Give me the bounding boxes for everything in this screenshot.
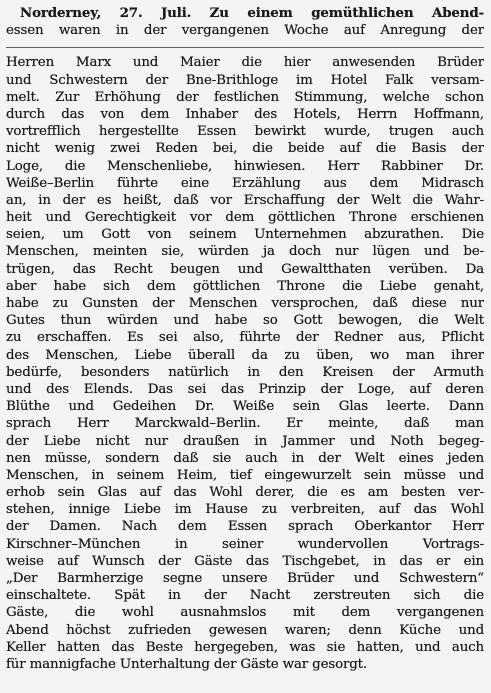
- body-line: Herren Marx und Maier die hier anwesenden Brüder: [6, 55, 484, 71]
- body-line: heit und Gerechtigkeit vor dem göttlichen Throne erschienen: [6, 210, 484, 226]
- body-line: Abend höchst zufrieden gewesen waren; denn Küche und: [6, 622, 484, 638]
- body-line: an, in der es heißt, daß vor Erschaffung der Welt die Wahr-: [6, 192, 484, 208]
- body-line: Weiße–Berlin führte eine Erzählung aus dem Midrasch: [6, 175, 484, 191]
- body-line: Blüthe und Gedeihen Dr. Weiße sein Glas leerte. Dann: [6, 399, 484, 415]
- body-line: stehen, innige Liebe im Hause zu verbreiten, auf das Wohl: [6, 502, 484, 518]
- body-line: der Damen. Nach dem Essen sprach Oberkantor Herr: [6, 519, 484, 535]
- body-line: durch das von dem Inhaber des Hotels, Herrn Hoffmann,: [6, 106, 484, 122]
- body-line: Menschen, in seinem Heim, tief eingewurzelt sein müsse und: [6, 467, 484, 483]
- body-line: „Der Barmherzige segne unsere Brüder und Schwestern“: [6, 571, 484, 586]
- body-line: Loge, die Menschenliebe, hinwiesen. Herr Rabbiner Dr.: [6, 158, 484, 174]
- body-line: melt. Zur Erhöhung der festlichen Stimmung, welche schon: [6, 89, 484, 105]
- heading-rule: [6, 47, 484, 48]
- body-line: seien, um Gott von seinem Unternehmen abzurathen. Die: [6, 227, 484, 243]
- body-line: Kirschner–München in seiner wundervollen Vortrags-: [6, 536, 484, 552]
- body-line: zu erschaffen. Es sei also, führte der Redner aus, Pflicht: [6, 330, 484, 346]
- body-line: erhob sein Glas auf das Wohl derer, die es am besten ver-: [6, 485, 484, 501]
- body-line: nicht wenig zwei Reden bei, die beide auf die Basis der: [6, 141, 484, 157]
- body-line: vortrefflich hergestellte Essen bewirkt wurde, trugen auch: [6, 124, 484, 140]
- body-line: Keller hatten das Beste hergegeben, was sie hatten, und auch: [6, 639, 484, 655]
- body-line: des Menschen, Liebe überall da zu üben, wo man ihrer: [6, 347, 484, 363]
- body-line: Menschen, meinten sie, würden ja doch nur lügen und be-: [6, 244, 484, 260]
- body-line: und Schwestern der Bne-Brithloge im Hotel Falk versam-: [6, 72, 484, 88]
- body-line: der Liebe nicht nur draußen in Jammer und Noth begeg-: [6, 433, 484, 449]
- body-line: bedürfe, besonders natürlich in den Kreisen der Armuth: [6, 364, 484, 380]
- body-line: habe zu Gunsten der Menschen versprochen, daß diese nur: [6, 296, 484, 311]
- body-line: Gäste, die wohl ausnahmslos mit dem vergangenen: [6, 605, 484, 621]
- body-line: weise auf Wunsch der Gäste das Tischgebet, in das er ein: [6, 553, 484, 569]
- body-line: für mannigfache Unterhaltung der Gäste war gesorgt.: [6, 656, 367, 672]
- article-body: [6, 54, 484, 673]
- body-line: sprach Herr Marckwald–Berlin. Er meinte, daß man: [6, 416, 484, 432]
- body-line: Gutes thun würden und habe so Gott bewogen, die Welt: [6, 313, 484, 329]
- body-line: einschaltete. Spät in der Nacht zerstreuten sich die: [6, 588, 484, 604]
- article-heading-line: Norderney, 27. Juli. Zu einem gemüthlichen Abend-: [20, 5, 484, 21]
- body-line: nen müsse, sondern daß sie auch in der Welt eines jeden: [6, 450, 484, 466]
- body-line: und des Elends. Das sei das Prinzip der Loge, auf deren: [6, 381, 484, 397]
- body-line: trügen, das Recht beugen und Gewaltthaten verüben. Da: [6, 261, 484, 277]
- article-heading-line: essen waren in der vergangenen Woche auf Anregung der: [6, 23, 484, 39]
- body-line: aber habe sich dem göttlichen Throne die Liebe genaht,: [6, 278, 484, 294]
